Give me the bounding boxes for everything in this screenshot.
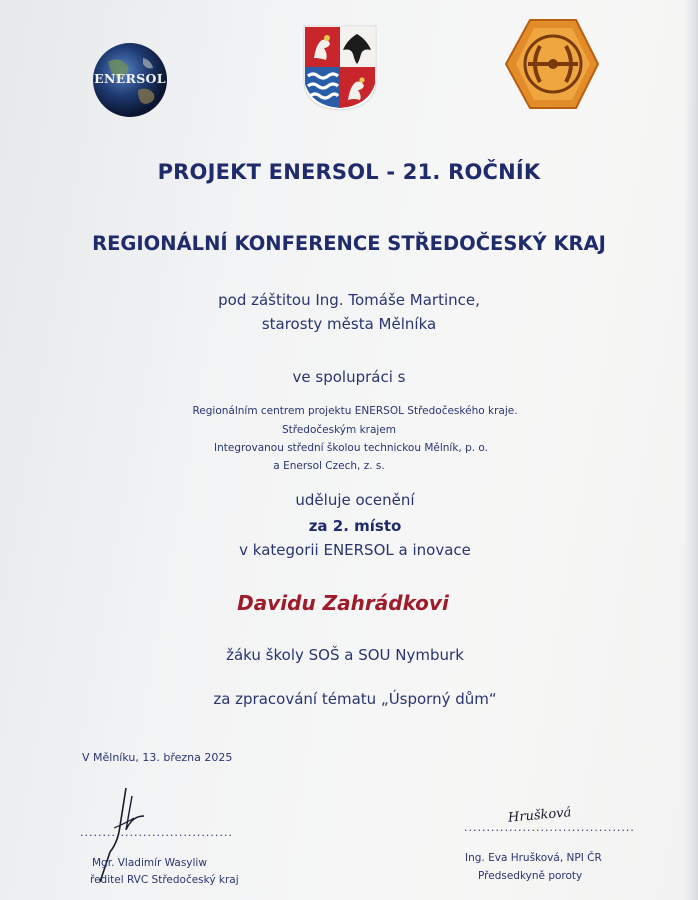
right-signatory-role: Předsedkyně poroty bbox=[478, 870, 583, 882]
coat-of-arms-icon bbox=[302, 24, 378, 112]
cooperation-intro: ve spolupráci s bbox=[292, 368, 406, 386]
conference-title: REGIONÁLNÍ KONFERENCE STŘEDOČESKÝ KRAJ bbox=[92, 232, 606, 255]
certificate-title: PROJEKT ENERSOL - 21. ROČNÍK bbox=[157, 160, 541, 184]
partner-line: a Enersol Czech, z. s. bbox=[273, 460, 385, 472]
patronage-line-2: starosty města Mělníka bbox=[261, 315, 437, 333]
recipient-school: žáku školy SOŠ a SOU Nymburk bbox=[226, 646, 464, 664]
partner-line: Regionálním centrem projektu ENERSOL Středočeského kraje. bbox=[192, 405, 518, 417]
enersol-logo bbox=[88, 40, 172, 120]
award-category: v kategorii ENERSOL a inovace bbox=[239, 541, 471, 559]
recipient-name: Davidu Zahrádkovi bbox=[237, 591, 449, 615]
right-signatory-name: Ing. Eva Hrušková, NPI ČR bbox=[465, 852, 602, 864]
place-and-date: V Mělníku, 13. března 2025 bbox=[82, 751, 233, 764]
patronage-line-1: pod záštitou Ing. Tomáše Martince, bbox=[218, 291, 480, 309]
left-signatory-role: ředitel RVC Středočeský kraj bbox=[90, 874, 239, 886]
left-signatory-name: Mgr. Vladimír Wasyliw bbox=[92, 857, 207, 869]
partner-line: Středočeským krajem bbox=[281, 424, 397, 436]
award-place: za 2. místo bbox=[308, 517, 402, 535]
enersol-logo-text: ENERSOL bbox=[94, 71, 166, 86]
school-emblem-icon bbox=[502, 16, 602, 112]
left-signature-line: .................................. bbox=[80, 826, 233, 839]
project-topic: za zpracování tématu „Úsporný dům“ bbox=[213, 690, 497, 708]
right-signature-line: ...................................... bbox=[464, 821, 635, 834]
right-signature-scribble: Hrušková bbox=[507, 805, 572, 826]
award-intro: uděluje ocenění bbox=[295, 491, 415, 509]
partner-line: Integrovanou střední školou technickou Mělník, p. o. bbox=[213, 442, 489, 454]
